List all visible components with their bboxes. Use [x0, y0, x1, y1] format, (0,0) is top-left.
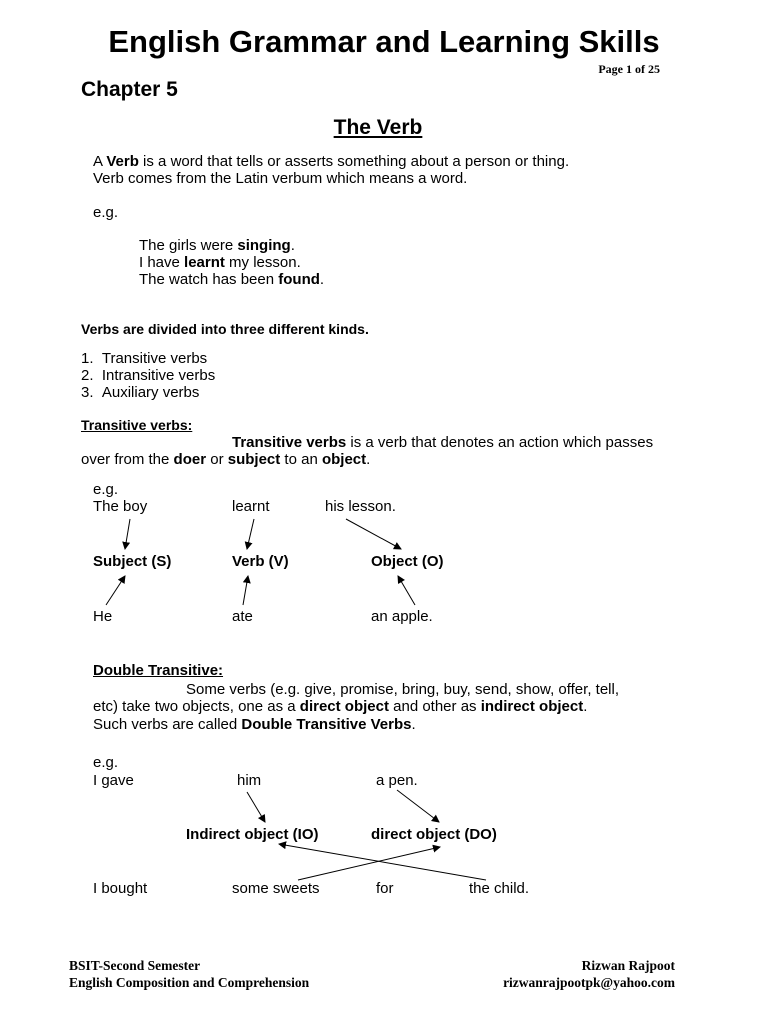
page-number: Page 1 of 25: [598, 62, 660, 76]
example-sentence: The watch has been found.: [139, 271, 325, 288]
double-transitive-heading: Double Transitive:: [93, 662, 224, 679]
footer-author: Rizwan Rajpoot: [581, 958, 675, 973]
double-eg: e.g.: [93, 754, 119, 771]
list-item: 1. Transitive verbs: [81, 350, 208, 367]
object-label: Object (O): [371, 553, 444, 570]
diagram-word: for: [376, 880, 394, 897]
subject-label: Subject (S): [93, 553, 172, 570]
section-heading: The Verb: [333, 116, 423, 139]
diagram-word: learnt: [232, 498, 270, 515]
document-title: English Grammar and Learning Skills: [108, 24, 660, 59]
kinds-heading: Verbs are divided into three different kinds.: [81, 321, 369, 337]
arrow-lesson-to-object: [346, 519, 401, 549]
example-sentence: The girls were singing.: [139, 237, 295, 254]
diagram-word: a pen.: [376, 772, 418, 789]
double-line-3: Such verbs are called Double Transitive Verbs.: [93, 716, 416, 733]
verb-term: Verb: [106, 153, 139, 170]
intro-line-1: A Verb is a word that tells or asserts something about a person or thing.: [93, 153, 570, 170]
arrow-child-to-indirect-object: [279, 844, 486, 880]
arrow-him-to-indirect-object: [247, 792, 265, 822]
transitive-definition-2: over from the doer or subject to an object.: [81, 451, 371, 468]
diagram-word: ate: [232, 608, 253, 625]
indirect-object-label: Indirect object (IO): [186, 826, 319, 843]
diagram-word: the child.: [469, 880, 530, 897]
arrow-ate-to-verb: [243, 576, 248, 605]
diagram-word: He: [93, 608, 113, 625]
footer-course: BSIT-Second Semester: [69, 958, 201, 973]
double-line-2: etc) take two objects, one as a direct object and other as indirect object.: [93, 698, 588, 715]
intro-line-2: Verb comes from the Latin verbum which means a word.: [93, 170, 468, 187]
diagram-word: I gave: [93, 772, 134, 789]
direct-object-label: direct object (DO): [371, 826, 497, 843]
example-sentence: I have learnt my lesson.: [139, 254, 301, 271]
transitive-heading: Transitive verbs:: [81, 417, 193, 433]
arrow-boy-to-subject: [125, 519, 130, 549]
arrow-pen-to-direct-object: [397, 790, 439, 822]
diagram-word: his lesson.: [325, 498, 396, 515]
arrow-learnt-to-verb: [247, 519, 254, 549]
list-item: 3. Auxiliary verbs: [81, 384, 200, 401]
list-item: 2. Intransitive verbs: [81, 367, 216, 384]
diagram-word: The boy: [93, 498, 148, 515]
transitive-eg: e.g.: [93, 481, 119, 498]
diagram-word: him: [237, 772, 262, 789]
footer-subject: English Composition and Comprehension: [69, 975, 310, 990]
diagram-word: an apple.: [371, 608, 433, 625]
intro-eg: e.g.: [93, 204, 119, 221]
transitive-definition-1: Transitive verbs is a verb that denotes an action which passes: [232, 434, 654, 451]
diagram-word: I bought: [93, 880, 148, 897]
arrow-sweets-to-direct-object: [298, 847, 440, 880]
footer-email: rizwanrajpootpk@yahoo.com: [503, 975, 675, 990]
arrow-apple-to-object: [398, 576, 415, 605]
double-line-1: Some verbs (e.g. give, promise, bring, buy, send, show, offer, tell,: [186, 681, 619, 698]
arrow-he-to-subject: [106, 576, 125, 605]
chapter-label: Chapter 5: [81, 78, 178, 101]
verb-label: Verb (V): [232, 553, 289, 570]
diagram-word: some sweets: [232, 880, 320, 897]
